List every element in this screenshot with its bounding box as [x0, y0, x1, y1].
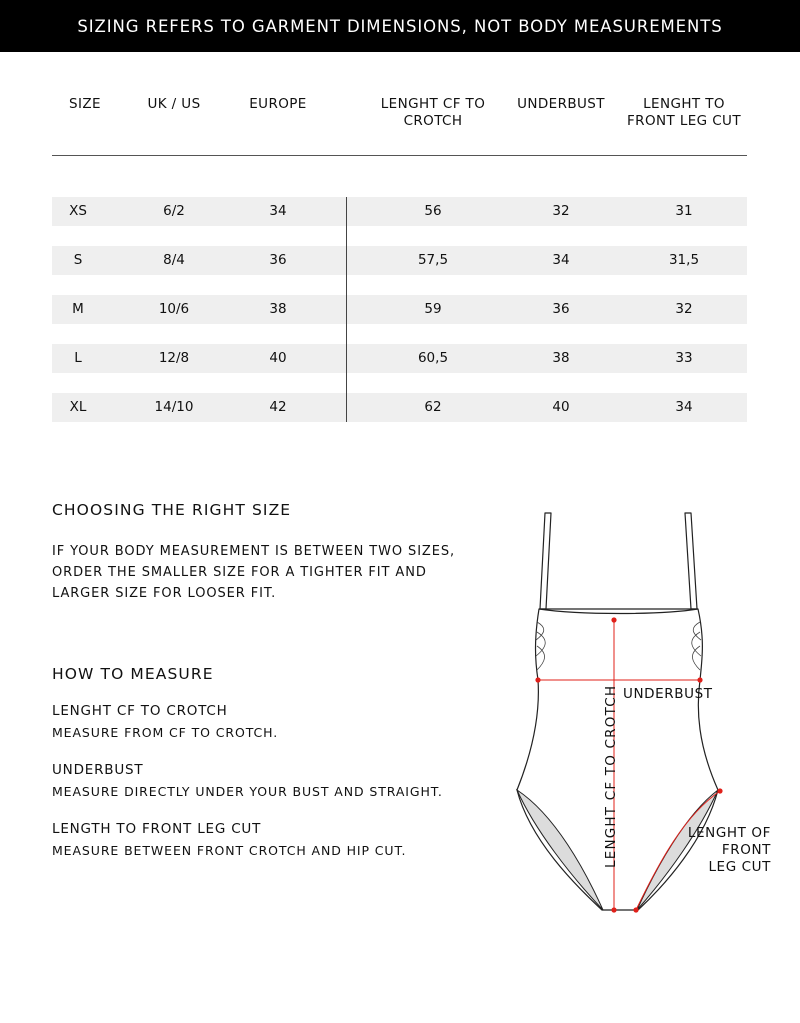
header-cf-line2: CROTCH: [403, 113, 463, 129]
cell-uk-us: 8/4: [163, 252, 185, 268]
choosing-title: CHOOSING THE RIGHT SIZE: [52, 501, 292, 519]
header-europe-line1: EUROPE: [249, 96, 307, 112]
cell-uk-us: 6/2: [163, 203, 185, 219]
how-to-measure-title: HOW TO MEASURE: [52, 665, 214, 683]
cell-size: L: [74, 350, 82, 366]
cell-leg-cut: 34: [675, 399, 693, 415]
underbust-label: UNDERBUST: [623, 686, 713, 702]
cell-underbust: 36: [552, 301, 570, 317]
header-cf-line1: LENGHT CF TO: [380, 96, 486, 112]
cell-europe: 40: [269, 350, 287, 366]
cell-underbust: 40: [552, 399, 570, 415]
table-row: [52, 295, 747, 324]
cell-leg-cut: 32: [675, 301, 693, 317]
cell-size: XL: [69, 399, 87, 415]
right-strap: [685, 513, 697, 609]
measure-underbust-desc: MEASURE DIRECTLY UNDER YOUR BUST AND STRAIGHT.: [52, 784, 443, 799]
cell-uk-us: 12/8: [158, 350, 190, 366]
cell-size: S: [73, 252, 83, 268]
cell-cf-crotch: 56: [424, 203, 442, 219]
header-lenght-cf-crotch: [364, 96, 502, 130]
table-row: [52, 197, 747, 226]
leg-cut-label-line3: LEG CUT: [708, 859, 771, 875]
cf-crotch-label: LENGHT CF TO CROTCH: [603, 684, 619, 868]
measure-underbust-title: UNDERBUST: [52, 762, 144, 778]
cell-uk-us: 14/10: [154, 399, 194, 415]
leg-cut-label: [660, 825, 771, 876]
measure-cf-crotch-title: LENGHT CF TO CROTCH: [52, 703, 228, 719]
header-europe: [233, 96, 323, 113]
cell-cf-crotch: 57,5: [417, 252, 449, 268]
cell-europe: 42: [269, 399, 287, 415]
header-underbust: [506, 96, 616, 113]
choosing-line-2: ORDER THE SMALLER SIZE FOR A TIGHTER FIT AND: [52, 565, 427, 580]
cell-europe: 38: [269, 301, 287, 317]
table-row: [52, 393, 747, 422]
banner-text: SIZING REFERS TO GARMENT DIMENSIONS, NOT BODY MEASUREMENTS: [77, 16, 723, 36]
sizing-banner: [0, 0, 800, 52]
left-strap: [540, 513, 551, 609]
cell-leg-cut: 31: [675, 203, 693, 219]
header-legcut-line2: FRONT LEG CUT: [627, 113, 741, 129]
header-uk-us: [128, 96, 220, 113]
choosing-text: [52, 541, 455, 604]
cell-cf-crotch: 60,5: [417, 350, 449, 366]
table-row: [52, 344, 747, 373]
cell-underbust: 32: [552, 203, 570, 219]
header-uk-us-line1: UK / US: [147, 96, 201, 112]
measure-leg-cut-title: LENGTH TO FRONT LEG CUT: [52, 821, 262, 837]
leg-cut-label-line2: FRONT: [721, 842, 771, 858]
choosing-line-3: LARGER SIZE FOR LOOSER FIT.: [52, 586, 277, 601]
header-size-line1: SIZE: [69, 96, 101, 112]
table-row: [52, 246, 747, 275]
cell-cf-crotch: 59: [424, 301, 442, 317]
cell-leg-cut: 33: [675, 350, 693, 366]
leg-cut-label-line1: LENGHT OF: [687, 825, 771, 841]
measure-cf-crotch-desc: MEASURE FROM CF TO CROTCH.: [52, 725, 279, 740]
choosing-line-1: IF YOUR BODY MEASUREMENT IS BETWEEN TWO SIZES,: [52, 544, 456, 559]
header-front-leg-cut: [622, 96, 746, 130]
measure-leg-cut-desc: MEASURE BETWEEN FRONT CROTCH AND HIP CUT.: [52, 843, 407, 858]
header-divider: [52, 155, 747, 156]
cell-underbust: 34: [552, 252, 570, 268]
cell-size: M: [72, 301, 84, 317]
cell-europe: 34: [269, 203, 287, 219]
cell-leg-cut: 31,5: [668, 252, 700, 268]
header-underbust-line1: UNDERBUST: [517, 96, 605, 112]
table-column-divider: [346, 197, 347, 422]
cell-uk-us: 10/6: [158, 301, 190, 317]
cell-cf-crotch: 62: [424, 399, 442, 415]
header-size: [52, 96, 118, 113]
cell-underbust: 38: [552, 350, 570, 366]
header-legcut-line1: LENGHT TO: [643, 96, 725, 112]
cell-size: XS: [69, 203, 87, 219]
cell-europe: 36: [269, 252, 287, 268]
